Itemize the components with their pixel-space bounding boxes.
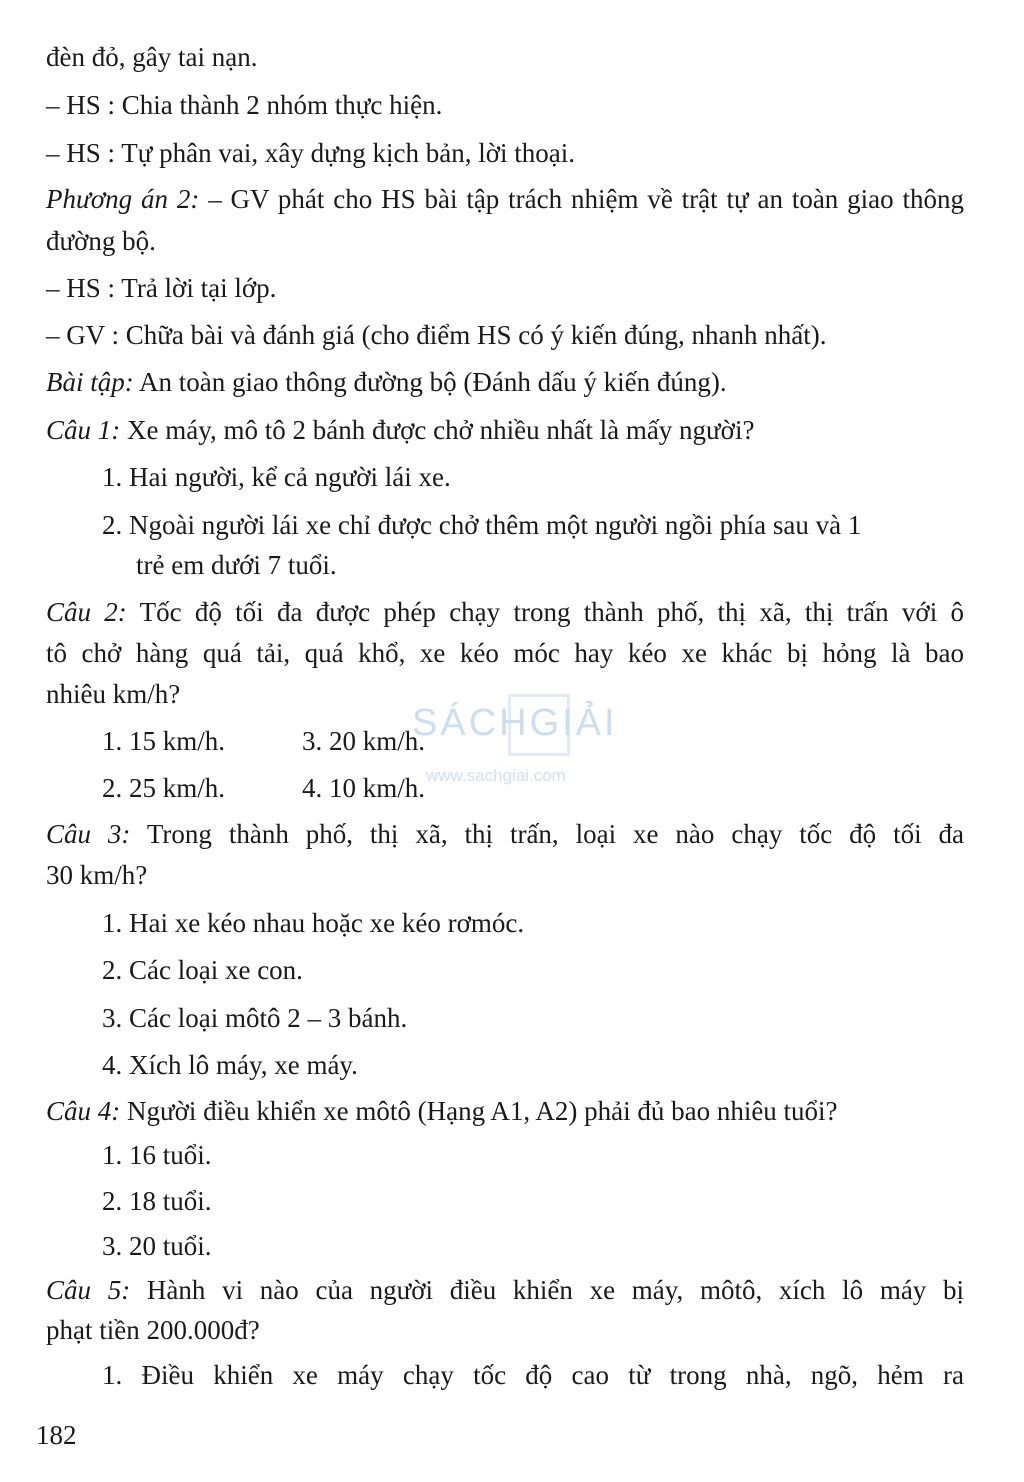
question-text: Hành vi nào của người điều khiển xe máy, môtô, xích lô máy bị [130,1275,965,1305]
question-5 [46,1273,964,1307]
answer-option-continued: trẻ em dưới 7 tuổi. [136,550,337,580]
answer-option: 1. Hai xe kéo nhau hoặc xe kéo rơmóc. [102,908,525,938]
answer-option: 1. Điều khiển xe máy chạy tốc độ cao từ trong nhà, ngõ, hẻm ra [102,1360,964,1390]
answer-option: 3. 20 km/h. [302,726,426,756]
exercise-title: An toàn giao thông đường bộ (Đánh dấu ý kiến đúng). [133,367,727,397]
answer-option: 3. 20 tuổi. [102,1231,212,1261]
question-1 [46,413,754,447]
text-line: – HS : Chia thành 2 nhóm thực hiện. [46,90,443,120]
answer-option: 3. Các loại môtô 2 – 3 bánh. [102,1003,408,1033]
watermark-text: SÁCHGIẢI [412,702,618,744]
question-4 [46,1094,838,1128]
answer-option: 2. 25 km/h. [102,773,226,803]
question-text-continued: tô chở hàng quá tải, quá khổ, xe kéo móc hay kéo xe khác bị hỏng là bao [46,638,964,668]
text-line: – GV : Chữa bài và đánh giá (cho điểm HS có ý kiến đúng, nhanh nhất). [46,320,827,350]
question-text-continued: nhiêu km/h? [46,679,181,709]
page-number: 182 [36,1420,77,1450]
answer-option: 1. 16 tuổi. [102,1140,212,1170]
watermark-frame [508,694,570,756]
answer-option: 1. Hai người, kể cả người lái xe. [102,462,451,492]
question-label: Câu 1: [46,415,121,445]
answer-row [102,771,426,805]
text-line [46,182,964,216]
answer-option: 2. Ngoài người lái xe chỉ được chở thêm một người ngồi phía sau và 1 [102,510,862,540]
exercise-label: Bài tập: [46,367,134,397]
option-label: Phương án 2: [46,184,200,214]
question-2 [46,595,964,629]
question-text: Tốc độ tối đa được phép chạy trong thành phố, thị xã, thị trấn với ô [126,597,965,627]
answer-option: 1. 15 km/h. [102,726,226,756]
question-text: Trong thành phố, thị xã, thị trấn, loại xe nào chạy tốc độ tối đa [130,819,964,849]
text-line: đèn đỏ, gây tai nạn. [46,42,258,72]
text-line: đường bộ. [46,226,156,256]
watermark-logo [412,694,617,794]
question-text: Xe máy, mô tô 2 bánh được chở nhiều nhất là mấy người? [120,415,755,445]
question-3 [46,817,964,851]
question-text: Người điều khiển xe môtô (Hạng A1, A2) phải đủ bao nhiêu tuổi? [120,1096,838,1126]
answer-row [102,724,426,758]
question-label: Câu 4: [46,1096,121,1126]
question-text-continued: 30 km/h? [46,860,148,890]
text-line: – HS : Trả lời tại lớp. [46,273,277,303]
option-text: – GV phát cho HS bài tập trách nhiệm về trật tự an toàn giao thông [199,184,965,214]
question-label: Câu 2: [46,597,127,627]
question-text-continued: phạt tiền 200.000đ? [46,1315,260,1345]
answer-option: 4. 10 km/h. [302,773,426,803]
watermark-url: www.sachgiai.com [426,766,566,785]
answer-option: 2. Các loại xe con. [102,955,303,985]
question-label: Câu 3: [46,819,131,849]
answer-option: 2. 18 tuổi. [102,1186,212,1216]
question-label: Câu 5: [46,1275,131,1305]
answer-option: 4. Xích lô máy, xe máy. [102,1050,358,1080]
text-line [46,365,727,399]
text-line: – HS : Tự phân vai, xây dựng kịch bản, lời thoại. [46,138,575,168]
